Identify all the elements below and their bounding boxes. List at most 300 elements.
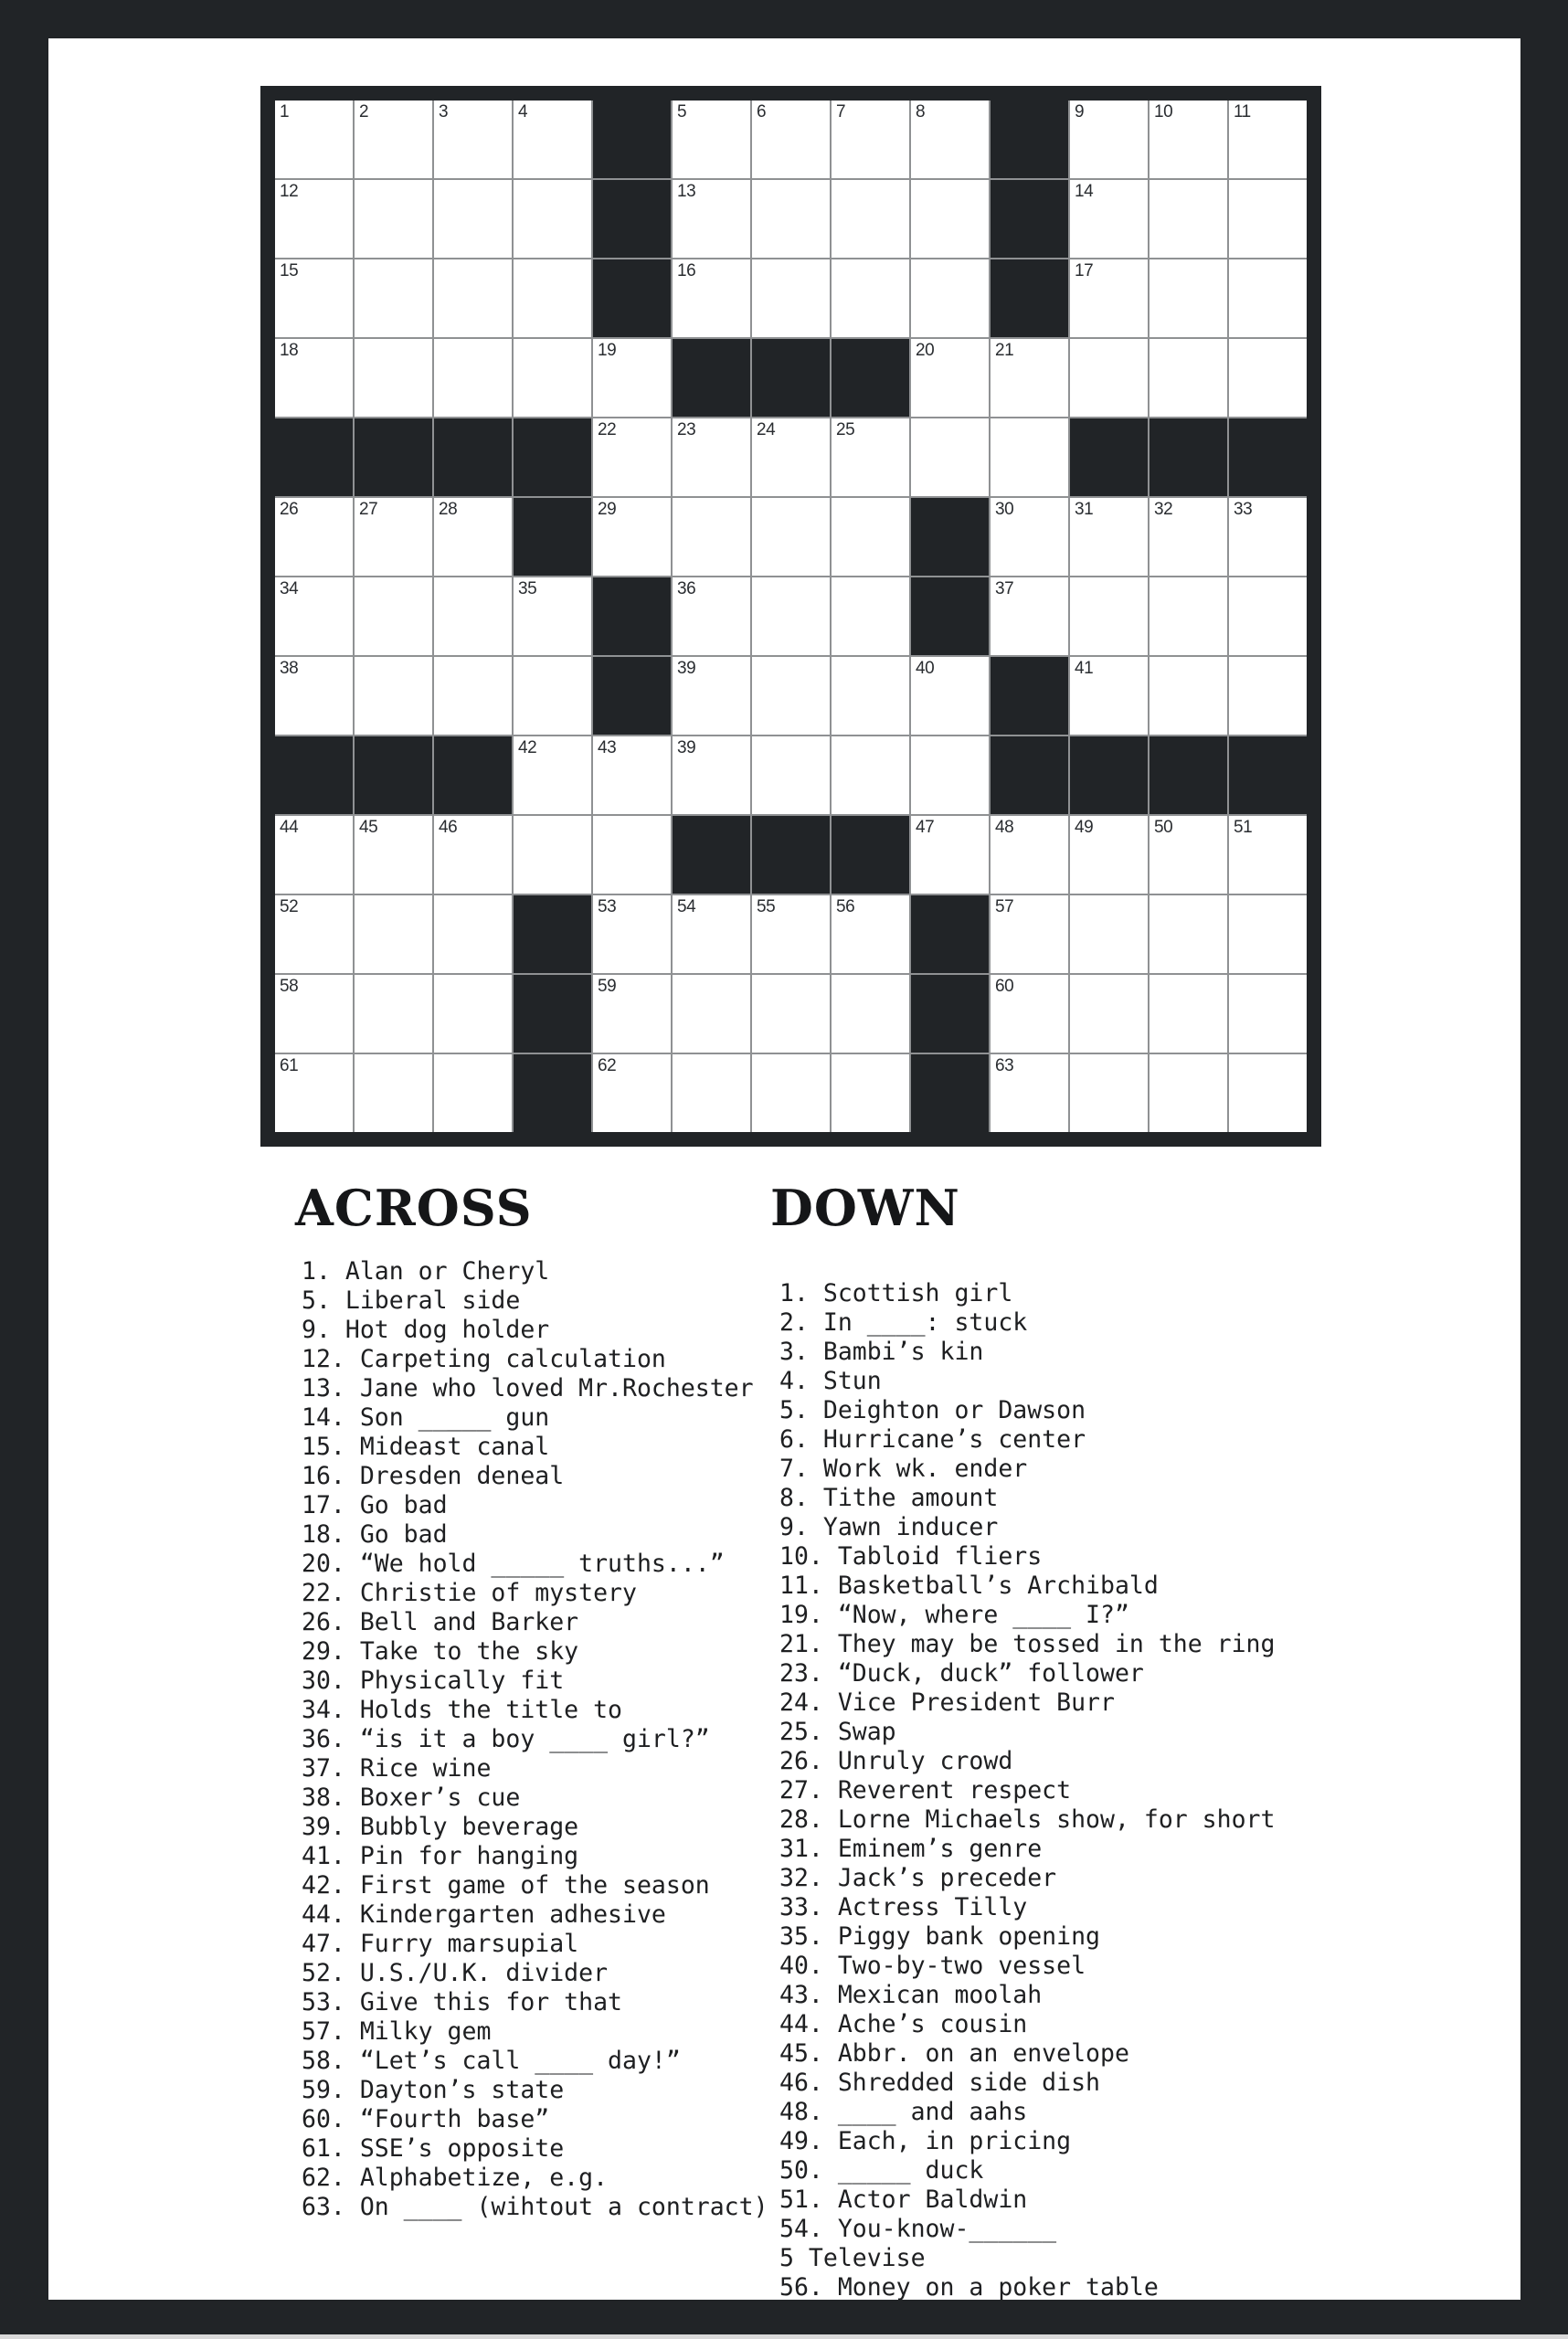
cell-number: 24: [757, 420, 776, 439]
grid-cell[interactable]: [275, 577, 353, 655]
grid-cell-black: [991, 259, 1068, 337]
down-clue: 44. Ache’s cousin: [779, 2010, 1028, 2038]
grid-cell[interactable]: [434, 895, 512, 973]
cell-number: 40: [916, 659, 935, 678]
grid-cell-black: [593, 101, 671, 178]
cell-number: 34: [280, 579, 299, 598]
grid-cell[interactable]: [514, 259, 591, 337]
grid-cell[interactable]: [514, 101, 591, 178]
cell-number: 56: [836, 897, 855, 916]
grid-cell-black: [1070, 418, 1148, 496]
cell-number: 20: [916, 341, 935, 360]
across-clue: 15. Mideast canal: [302, 1433, 550, 1461]
grid-cell[interactable]: [991, 339, 1068, 417]
grid-cell[interactable]: [514, 180, 591, 258]
cell-number: 59: [598, 977, 617, 996]
cell-number: 21: [995, 341, 1014, 360]
down-clue: 7. Work wk. ender: [779, 1455, 1028, 1483]
grid-cell[interactable]: [514, 657, 591, 735]
down-clue: 51. Actor Baldwin: [779, 2186, 1028, 2214]
cell-number: 8: [916, 102, 926, 122]
cell-number: 61: [280, 1056, 299, 1075]
grid-cell[interactable]: [832, 180, 909, 258]
cell-number: 58: [280, 977, 299, 996]
across-clue: 20. “We hold _____ truths...”: [302, 1550, 725, 1578]
grid-cell[interactable]: [275, 975, 353, 1053]
across-clue: 29. Take to the sky: [302, 1637, 579, 1666]
grid-cell[interactable]: [275, 101, 353, 178]
grid-cell[interactable]: [911, 101, 989, 178]
down-clue: 10. Tabloid fliers: [779, 1542, 1043, 1571]
grid-cell[interactable]: [832, 657, 909, 735]
grid-cell-black: [991, 101, 1068, 178]
grid-cell[interactable]: [434, 577, 512, 655]
across-clue: 38. Boxer’s cue: [302, 1783, 521, 1812]
cell-number: 25: [836, 420, 855, 439]
across-clue: 52. U.S./U.K. divider: [302, 1959, 609, 1987]
cell-number: 53: [598, 897, 617, 916]
grid-cell[interactable]: [673, 657, 750, 735]
grid-cell[interactable]: [355, 895, 432, 973]
grid-cell[interactable]: [1229, 498, 1307, 576]
grid-cell[interactable]: [991, 895, 1068, 973]
grid-cell[interactable]: [752, 259, 830, 337]
grid-cell[interactable]: [991, 577, 1068, 655]
cell-number: 36: [677, 579, 696, 598]
grid-cell[interactable]: [1150, 577, 1227, 655]
grid-cell[interactable]: [593, 339, 671, 417]
grid-cell[interactable]: [991, 975, 1068, 1053]
grid-cell-black: [991, 180, 1068, 258]
cell-number: 42: [518, 738, 537, 757]
across-clue: 63. On ____ (wihtout a contract): [302, 2193, 768, 2221]
down-clue: 8. Tithe amount: [779, 1484, 999, 1512]
grid-cell[interactable]: [593, 736, 671, 814]
down-clue: 56. Money on a poker table: [779, 2273, 1159, 2302]
across-clue: 34. Holds the title to: [302, 1696, 622, 1724]
grid-cell[interactable]: [593, 498, 671, 576]
grid-cell[interactable]: [1070, 339, 1148, 417]
grid-cell[interactable]: [275, 498, 353, 576]
grid-cell[interactable]: [434, 101, 512, 178]
across-clue: 42. First game of the season: [302, 1871, 710, 1900]
down-clue: 3. Bambi’s kin: [779, 1338, 984, 1366]
cell-number: 55: [757, 897, 776, 916]
grid-cell[interactable]: [752, 418, 830, 496]
grid-cell-black: [593, 577, 671, 655]
down-clue: 21. They may be tossed in the ring: [779, 1630, 1276, 1658]
grid-cell[interactable]: [434, 339, 512, 417]
grid-cell[interactable]: [434, 816, 512, 894]
across-clue: 17. Go bad: [302, 1491, 448, 1519]
grid-cell[interactable]: [434, 657, 512, 735]
cell-number: 7: [836, 102, 846, 122]
down-clue: 28. Lorne Michaels show, for short: [779, 1805, 1276, 1834]
puzzle-page: [48, 38, 1520, 2300]
across-clue: 26. Bell and Barker: [302, 1608, 579, 1636]
cell-number: 38: [280, 659, 299, 678]
across-clue: 36. “is it a boy ____ girl?”: [302, 1725, 710, 1753]
grid-cell[interactable]: [1229, 657, 1307, 735]
grid-cell[interactable]: [673, 259, 750, 337]
grid-cell[interactable]: [832, 498, 909, 576]
grid-cell-black: [514, 895, 591, 973]
grid-cell[interactable]: [514, 736, 591, 814]
grid-cell[interactable]: [1070, 498, 1148, 576]
down-clue: 19. “Now, where ____ I?”: [779, 1601, 1129, 1629]
grid-cell[interactable]: [752, 498, 830, 576]
grid-cell-black: [514, 418, 591, 496]
cell-number: 46: [439, 818, 458, 837]
down-clue: 35. Piggy bank opening: [779, 1922, 1100, 1951]
across-clue: 13. Jane who loved Mr.Rochester: [302, 1374, 754, 1402]
across-clue: 53. Give this for that: [302, 1988, 622, 2016]
grid-cell-black: [911, 577, 989, 655]
grid-cell[interactable]: [514, 816, 591, 894]
cell-number: 1: [280, 102, 290, 122]
cell-number: 43: [598, 738, 617, 757]
cell-number: 60: [995, 977, 1014, 996]
grid-cell[interactable]: [1150, 101, 1227, 178]
cell-number: 39: [677, 659, 696, 678]
cell-number: 6: [757, 102, 767, 122]
grid-cell-black: [1150, 736, 1227, 814]
grid-cell[interactable]: [355, 1054, 432, 1132]
across-clue: 57. Milky gem: [302, 2017, 492, 2046]
across-clue: 14. Son _____ gun: [302, 1403, 550, 1432]
down-clue: 2. In ____: stuck: [779, 1308, 1028, 1337]
grid-cell[interactable]: [1229, 577, 1307, 655]
cell-number: 52: [280, 897, 299, 916]
cell-number: 54: [677, 897, 696, 916]
grid-cell[interactable]: [1150, 895, 1227, 973]
grid-cell[interactable]: [911, 339, 989, 417]
grid-cell[interactable]: [1070, 577, 1148, 655]
grid-cell[interactable]: [752, 657, 830, 735]
grid-cell[interactable]: [355, 180, 432, 258]
grid-cell[interactable]: [275, 1054, 353, 1132]
grid-cell[interactable]: [1229, 975, 1307, 1053]
grid-cell[interactable]: [355, 577, 432, 655]
grid-cell[interactable]: [991, 498, 1068, 576]
down-clue-list: [779, 1279, 1275, 2302]
grid-cell[interactable]: [1150, 975, 1227, 1053]
grid-cell-black: [911, 1054, 989, 1132]
grid-cell[interactable]: [275, 259, 353, 337]
grid-cell[interactable]: [514, 339, 591, 417]
grid-cell-black: [673, 339, 750, 417]
grid-cell[interactable]: [832, 259, 909, 337]
across-clue: 58. “Let’s call ____ day!”: [302, 2047, 681, 2075]
cell-number: 5: [677, 102, 687, 122]
cell-number: 45: [359, 818, 378, 837]
grid-cell[interactable]: [673, 101, 750, 178]
grid-cell[interactable]: [593, 1054, 671, 1132]
across-clue: 39. Bubbly beverage: [302, 1813, 579, 1841]
down-clue: 31. Eminem’s genre: [779, 1835, 1043, 1863]
grid-cell[interactable]: [1229, 259, 1307, 337]
down-clue: 50. _____ duck: [779, 2156, 984, 2185]
across-clue: 41. Pin for hanging: [302, 1842, 579, 1870]
across-clue: 37. Rice wine: [302, 1754, 492, 1783]
grid-cell[interactable]: [1229, 101, 1307, 178]
grid-cell-black: [434, 736, 512, 814]
grid-cell[interactable]: [673, 180, 750, 258]
down-clue: 27. Reverent respect: [779, 1776, 1072, 1805]
grid-cell-black: [752, 339, 830, 417]
down-clue: 32. Jack’s preceder: [779, 1864, 1057, 1892]
grid-cell[interactable]: [593, 895, 671, 973]
cell-number: 27: [359, 500, 378, 519]
down-clue: 25. Swap: [779, 1718, 896, 1746]
grid-cell-black: [275, 736, 353, 814]
grid-cell[interactable]: [673, 895, 750, 973]
cell-number: 17: [1075, 261, 1094, 280]
across-clue: 1. Alan or Cheryl: [302, 1257, 550, 1286]
cell-number: 63: [995, 1056, 1014, 1075]
cell-number: 15: [280, 261, 299, 280]
across-clue: 61. SSE’s opposite: [302, 2134, 565, 2163]
grid-cell-black: [1150, 418, 1227, 496]
grid-cell[interactable]: [355, 975, 432, 1053]
grid-cell[interactable]: [832, 736, 909, 814]
cell-number: 13: [677, 182, 696, 201]
cell-number: 10: [1154, 102, 1173, 122]
grid-cell-black: [673, 816, 750, 894]
grid-cell[interactable]: [752, 736, 830, 814]
down-clue: 45. Abbr. on an envelope: [779, 2039, 1129, 2068]
grid-cell-black: [593, 259, 671, 337]
grid-cell-black: [911, 498, 989, 576]
down-clue: 40. Two-by-two vessel: [779, 1952, 1086, 1980]
grid-cell-black: [593, 180, 671, 258]
grid-cell[interactable]: [752, 101, 830, 178]
grid-cell[interactable]: [832, 975, 909, 1053]
grid-cell-black: [911, 895, 989, 973]
grid-cell[interactable]: [355, 259, 432, 337]
grid-cell[interactable]: [514, 577, 591, 655]
cell-number: 22: [598, 420, 617, 439]
across-clue: 44. Kindergarten adhesive: [302, 1900, 666, 1929]
grid-cell[interactable]: [1229, 895, 1307, 973]
cell-number: 14: [1075, 182, 1094, 201]
grid-cell[interactable]: [434, 498, 512, 576]
cell-number: 26: [280, 500, 299, 519]
crossword-grid: [260, 86, 1321, 1147]
grid-cell[interactable]: [1229, 1054, 1307, 1132]
grid-cell[interactable]: [673, 736, 750, 814]
grid-cell[interactable]: [434, 975, 512, 1053]
cell-number: 31: [1075, 500, 1094, 519]
cell-number: 33: [1234, 500, 1253, 519]
across-clue: 12. Carpeting calculation: [302, 1345, 666, 1373]
cell-number: 29: [598, 500, 617, 519]
grid-cell[interactable]: [1229, 816, 1307, 894]
cell-number: 4: [518, 102, 528, 122]
grid-cell[interactable]: [832, 101, 909, 178]
grid-cell-black: [1229, 736, 1307, 814]
cell-number: 11: [1234, 102, 1251, 122]
grid-cell[interactable]: [911, 180, 989, 258]
grid-cell[interactable]: [275, 895, 353, 973]
grid-cell[interactable]: [752, 180, 830, 258]
cell-number: 39: [677, 738, 696, 757]
grid-cell[interactable]: [991, 816, 1068, 894]
grid-cell[interactable]: [832, 895, 909, 973]
grid-cell[interactable]: [1229, 180, 1307, 258]
grid-cell[interactable]: [911, 657, 989, 735]
cell-number: 41: [1075, 659, 1094, 678]
across-heading: ACROSS: [295, 1179, 533, 1237]
cell-number: 62: [598, 1056, 617, 1075]
cell-number: 47: [916, 818, 935, 837]
grid-cell[interactable]: [673, 498, 750, 576]
down-clue: 49. Each, in pricing: [779, 2127, 1072, 2155]
grid-cell[interactable]: [1070, 180, 1148, 258]
grid-cell[interactable]: [1070, 895, 1148, 973]
grid-cell[interactable]: [911, 418, 989, 496]
grid-cell[interactable]: [355, 339, 432, 417]
across-clue: 60. “Fourth base”: [302, 2105, 550, 2133]
down-clue: 6. Hurricane’s center: [779, 1425, 1086, 1454]
down-clue: 46. Shredded side dish: [779, 2069, 1100, 2097]
grid-cell[interactable]: [911, 736, 989, 814]
down-heading: DOWN: [770, 1179, 960, 1237]
grid-cell[interactable]: [991, 418, 1068, 496]
cell-number: 9: [1075, 102, 1085, 122]
down-clue: 54. You-know-______: [779, 2215, 1057, 2243]
across-clue: 30. Physically fit: [302, 1667, 565, 1695]
across-clue: 5. Liberal side: [302, 1286, 521, 1315]
cell-number: 2: [359, 102, 369, 122]
grid-cell[interactable]: [673, 1054, 750, 1132]
across-clue: 18. Go bad: [302, 1520, 448, 1549]
down-clue: 11. Basketball’s Archibald: [779, 1572, 1159, 1600]
cell-number: 49: [1075, 818, 1094, 837]
cell-number: 12: [280, 182, 299, 201]
grid-cell[interactable]: [832, 1054, 909, 1132]
grid-cell[interactable]: [911, 816, 989, 894]
grid-cell[interactable]: [1070, 101, 1148, 178]
cell-number: 51: [1234, 818, 1253, 837]
grid-cell[interactable]: [1070, 816, 1148, 894]
grid-cell[interactable]: [1070, 657, 1148, 735]
grid-cell[interactable]: [1150, 180, 1227, 258]
down-clue: 33. Actress Tilly: [779, 1893, 1028, 1921]
cell-number: 37: [995, 579, 1014, 598]
down-clue: 43. Mexican moolah: [779, 1981, 1043, 2009]
grid-cell[interactable]: [1150, 498, 1227, 576]
cell-number: 30: [995, 500, 1014, 519]
grid-cell-black: [911, 975, 989, 1053]
across-clue: 47. Furry marsupial: [302, 1930, 579, 1958]
grid-cell[interactable]: [355, 816, 432, 894]
grid-cell[interactable]: [593, 816, 671, 894]
grid-cell[interactable]: [355, 498, 432, 576]
grid-cell[interactable]: [752, 1054, 830, 1132]
down-clue: 24. Vice President Burr: [779, 1688, 1115, 1717]
grid-cell-black: [991, 736, 1068, 814]
grid-cell[interactable]: [434, 259, 512, 337]
cell-number: 44: [280, 818, 299, 837]
down-clue: 5 Televise: [779, 2244, 926, 2272]
grid-cell[interactable]: [434, 180, 512, 258]
grid-cell[interactable]: [355, 101, 432, 178]
grid-cell[interactable]: [1150, 657, 1227, 735]
grid-cell-black: [275, 418, 353, 496]
grid-cell-black: [355, 418, 432, 496]
across-clue: 9. Hot dog holder: [302, 1316, 550, 1344]
grid-cell[interactable]: [673, 577, 750, 655]
cell-number: 35: [518, 579, 537, 598]
grid-cell-black: [991, 657, 1068, 735]
grid-cell[interactable]: [275, 180, 353, 258]
grid-cell[interactable]: [1150, 339, 1227, 417]
grid-cell[interactable]: [593, 975, 671, 1053]
grid-cell[interactable]: [673, 418, 750, 496]
grid-cell[interactable]: [1150, 816, 1227, 894]
down-clue: 5. Deighton or Dawson: [779, 1396, 1086, 1424]
across-clue-list: [302, 1257, 768, 2222]
grid-cell-black: [593, 657, 671, 735]
grid-cell[interactable]: [832, 577, 909, 655]
grid-cell[interactable]: [832, 418, 909, 496]
grid-cell[interactable]: [275, 339, 353, 417]
across-clue: 22. Christie of mystery: [302, 1579, 637, 1607]
down-clue: 1. Scottish girl: [779, 1279, 1013, 1307]
across-clue: 62. Alphabetize, e.g.: [302, 2164, 609, 2192]
photo-edge-strip: [0, 2334, 1568, 2339]
down-clue: 9. Yawn inducer: [779, 1513, 999, 1541]
grid-cell[interactable]: [752, 975, 830, 1053]
grid-cell[interactable]: [1150, 1054, 1227, 1132]
grid-cell[interactable]: [752, 577, 830, 655]
grid-cell[interactable]: [911, 259, 989, 337]
grid-cell[interactable]: [673, 975, 750, 1053]
cell-number: 3: [439, 102, 449, 122]
grid-cell[interactable]: [355, 657, 432, 735]
grid-cell-black: [514, 975, 591, 1053]
grid-cell[interactable]: [434, 1054, 512, 1132]
grid-cell-black: [434, 418, 512, 496]
grid-cell[interactable]: [1150, 259, 1227, 337]
grid-cell-black: [514, 498, 591, 576]
cell-number: 32: [1154, 500, 1173, 519]
cell-number: 16: [677, 261, 696, 280]
grid-cell[interactable]: [1070, 259, 1148, 337]
grid-cell-black: [752, 816, 830, 894]
grid-cell[interactable]: [275, 816, 353, 894]
grid-cell[interactable]: [1070, 975, 1148, 1053]
cell-number: 23: [677, 420, 696, 439]
grid-cell-black: [1070, 736, 1148, 814]
grid-cell[interactable]: [991, 1054, 1068, 1132]
grid-cell[interactable]: [275, 657, 353, 735]
cell-number: 50: [1154, 818, 1173, 837]
across-clue: 16. Dresden deneal: [302, 1462, 565, 1490]
cell-number: 19: [598, 341, 617, 360]
cell-number: 48: [995, 818, 1014, 837]
grid-cell[interactable]: [593, 418, 671, 496]
grid-cell[interactable]: [1229, 339, 1307, 417]
grid-cell-black: [832, 339, 909, 417]
grid-cell-black: [832, 816, 909, 894]
grid-cell[interactable]: [752, 895, 830, 973]
down-clue: 23. “Duck, duck” follower: [779, 1659, 1144, 1688]
grid-cell-black: [355, 736, 432, 814]
across-clue: 59. Dayton’s state: [302, 2076, 565, 2104]
grid-cell[interactable]: [1070, 1054, 1148, 1132]
